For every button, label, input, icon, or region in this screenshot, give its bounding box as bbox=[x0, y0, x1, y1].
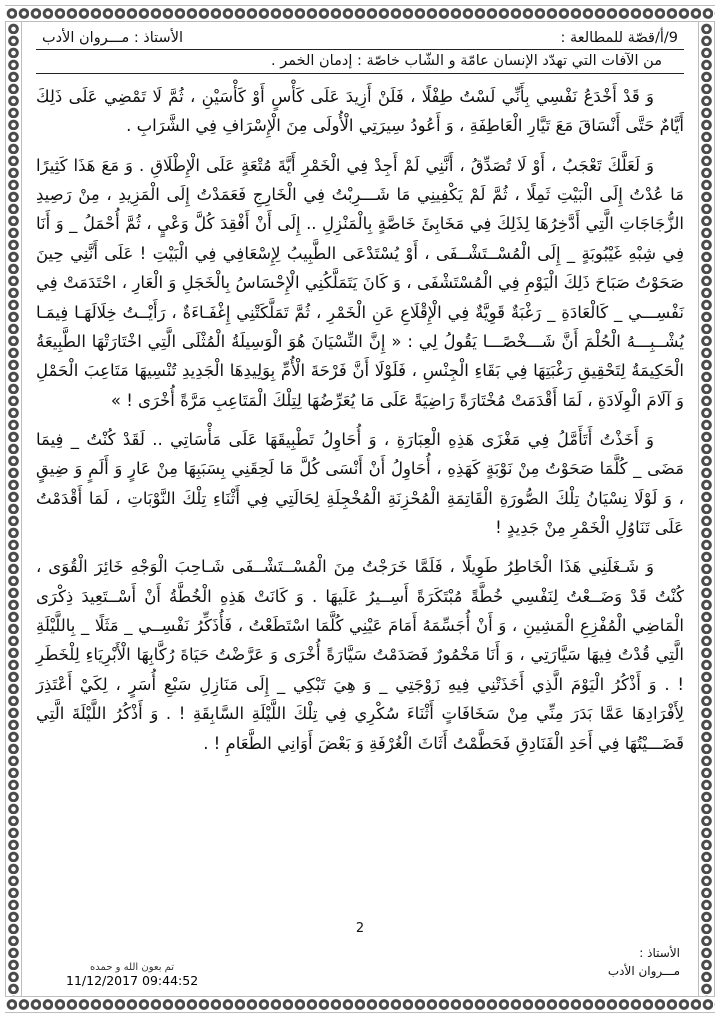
paragraph-1: وَ قَدْ أَخْدَعُ نَفْسِي بِأَنِّي لَسْتُ طِفْلًا ، فَلَنْ أَزِيدَ عَلَى كَأْسٍ أَوْ كَأْسَيْنِ ، ثُمَّ لَا تَمْضِي عَلَى ذَلِكَ أَيَّامٌ حَتَّى أَنْسَاقَ مَعَ تَيَّارِ الْعَاطِفَةِ ، وَ أَعُودُ سِيرَتِي الْأُولَى مِنَ الْإِسْرَافِ فِي الشَّرَابِ . bbox=[36, 87, 684, 136]
page-content bbox=[36, 30, 684, 988]
header-course-label: 9/أ/قصّة للمطالعة : bbox=[560, 30, 678, 46]
paragraph-2: وَ لَعَلَّكَ تَعْجَبُ ، أَوْ لَا تُصَدِّقُ ، أَنَّنِي لَمْ أَجِدْ فِي الْخَمْرِ أَيَّةَ مُتْعَةٍ عَلَى الْإِطْلَاقِ . وَ مَعَ هَذَا كَثِيرًا مَا عُدْتُ إِلَى الْبَيْتِ ثَمِلًا ، ثُمَّ لَمْ يَكْفِينِي مَا شَـــرِبْتُ فِي الْخَارِجِ فَعَمَدْتُ إِلَى الْمَزِيدِ ، مِنْ رَصِيدِ الزُّجَاجَاتِ الَّتِي أَدَّخِرُهَا لِذَلِكَ فِي مَخَابِئَ خَاصَّةٍ بِالْمَنْزِلِ .. إِلَى أَنْ أَفْقِدَ كُلَّ وَعْيٍ ، ثُمَّ أُحْمَلُ _ وَ أَنَا فِي شِبْهِ غَيْبُوبَةٍ _ إِلَى الْمُسْــتَشْــفَى ، أَوْ يُسْتَدْعَى الطَّبِيبُ لِإِسْعَافِي فِي الْبَيْتِ ! عَلَى أَنَّنِي حِينَ صَحَوْتُ صَبَاحَ ذَلِكَ الْيَوْمِ فِي الْمُسْتَشْفَى ، وَ كَانَ يَتَمَلَّكُنِي الْإِحْسَاسُ بِالْخَجَلِ وَ الْعَارِ ، احْتَدَمَتْ فِي نَفْسِـــي _ كَالْعَادَةِ _ رَغْبَةٌ قَوِيَّةٌ فِي الْإِقْلَاعِ عَنِ الْخَمْرِ ، ثُمَّ تَمَلَّكَتْنِي إِغْفَـاءَةٌ ، رَأَيْــتُ خِلَالَهَـا فِيمَـا يُشْــبِـــهُ الْحُلْمَ أَنَّ شَـــخْصًـــا يَقُولُ لِي : « إِنَّ النِّسْيَانَ هُوَ الْوَسِيلَةُ الْمُثْلَى الَّتِي اخْتَارَتْهَا الطَّبِيعَةُ الْحَكِيمَةُ لِتَحْقِيقِ رَغْبَتِهَا فِي بَقَاءِ الْجِنْسِ ، فَلَوْلَا أَنَّ فَرْحَةَ الْأُمِّ بِوَلِيدِهَا الْجَدِيدِ تُنْسِيهَا مَتَاعِبَ الْحَمْلِ وَ آلَامَ الْوِلَادَةِ ، لَمَا أَقْدَمَتْ مُخْتَارَةً رَاضِيَةً عَلَى مَا يُعَرِّضُهَا لِتِلْكَ الْمَتَاعِبِ مَرَّةً أُخْرَى ! » bbox=[36, 155, 684, 410]
footer-blessing: تم بعون الله و حمده bbox=[90, 962, 175, 973]
paragraph-4: وَ شَـغَلَنِي هَذَا الْخَاطِرُ طَوِيلًا ، فَلَمَّا خَرَجْتُ مِنَ الْمُسْــتَشْــفَى شَـاحِبَ الْوَجْهِ خَائِرَ الْقُوَى ، كُنْتُ قَدْ وَضَــعْتُ لِنَفْسِي خُطَّةً مُبْتَكَرَةً أَسِــيرُ عَلَيهَا . وَ كَانَتْ هَذِهِ الْخُطَّةُ أَنْ أَسْــتَعِيدَ ذِكْرَى الْمَاضِي الْمُفْزِعِ الْمَشِينِ ، وَ أَنْ أُجَسِّمَهُ أَمَامَ عَيْنِي كُلَّمَا اسْتَطَعْتُ ، فَأُذَكِّرُ نَفْسِــي _ مَثَلًا _ بِاللَّيْلَةِ الَّتِي قُدْتُ فِيهَا سَيَّارَتِي ، وَ أَنَا مَخْمُورٌ فَصَدَمْتُ سَيَّارَةً أُخْرَى وَ عَرَّضْتُ حَيَاةَ رُكَّابِهَا الْأَبْرِيَاءِ لِلْخَطَرِ ! . وَ أَذْكُرُ الْيَوْمَ الَّذِي أَخَذَتْنِي فِيهِ زَوْجَتِي _ وَ هِيَ تَبْكِي _ إِلَى مَنَازِلِ سَبْعِ أُسَرٍ ، لِكَيْ أَعْتَذِرَ لِأَفْرَادِهَا عَمَّا بَدَرَ مِنِّي مِنْ سَخَافَاتٍ أَثْنَاءَ سُكْرِي فِي تِلْكَ اللَّيْلَةِ السَّابِقَةِ ! . وَ أَذْكُرُ اللَّيْلَةَ الَّتِي قَضَـــيْتُهَا فِي أَحَدِ الْفَنَادِقِ فَحَطَّمْتُ أَثَاثَ الْغُرْفَةِ وَ بَعْضَ أَوَانِي الطَّعَامِ ! . bbox=[36, 557, 684, 753]
header-row bbox=[36, 30, 684, 50]
page-number: 2 bbox=[355, 921, 365, 936]
header-subtitle: من الآفات التي تهدّد الإنسان عامّة و الشّاب خاصّة : إدمان الخمر . bbox=[271, 53, 662, 69]
footer-right-block bbox=[608, 945, 680, 980]
header-subtitle-row bbox=[36, 50, 684, 74]
border-ornament-right bbox=[698, 22, 715, 996]
header-teacher: الأستاذ : مـــروان الأدب bbox=[42, 30, 184, 46]
border-ornament-left bbox=[5, 22, 22, 996]
footer-timestamp: 11/12/2017 09:44:52 bbox=[66, 973, 199, 988]
document-body bbox=[36, 82, 684, 758]
border-ornament-top bbox=[5, 5, 715, 22]
footer-left-block bbox=[66, 962, 198, 988]
footer-teacher-name: مـــروان الأدب bbox=[607, 963, 680, 978]
footer-teacher-label: الأستاذ : bbox=[639, 946, 680, 961]
border-ornament-bottom bbox=[5, 996, 715, 1013]
paragraph-3: وَ أَخَذْتُ أَتَأَمَّلُ فِي مَغْزَى هَذِهِ الْعِبَارَةِ ، وَ أُحَاوِلُ تَطْبِيقَهَا عَلَى مَأْسَاتِي .. لَقَدْ كُنْتُ _ فِيمَا مَضَى _ كُلَّمَا صَحَوْتُ مِنْ نَوْبَةٍ كَهَذِهِ ، أُحَاوِلُ أَنْ أَنْسَى كُلَّ مَا لَحِقَنِي بِسَبَبِهَا مِنْ عَارٍ وَ أَلَمٍ وَ ضِيقٍ ، وَ لَوْلَا نِسْيَانُ تِلْكَ الصُّورَةِ الْقَاتِمَةِ الْمُحْزِنَةِ الْمُخْجِلَةِ لِحَالَتِي فِي أَثْنَاءِ تِلْكَ النَّوْبَاتِ ، لَمَا أَقْدَمْتُ عَلَى تَنَاوُلِ الْخَمْرِ مِنْ جَدِيدٍ ! bbox=[36, 429, 684, 538]
